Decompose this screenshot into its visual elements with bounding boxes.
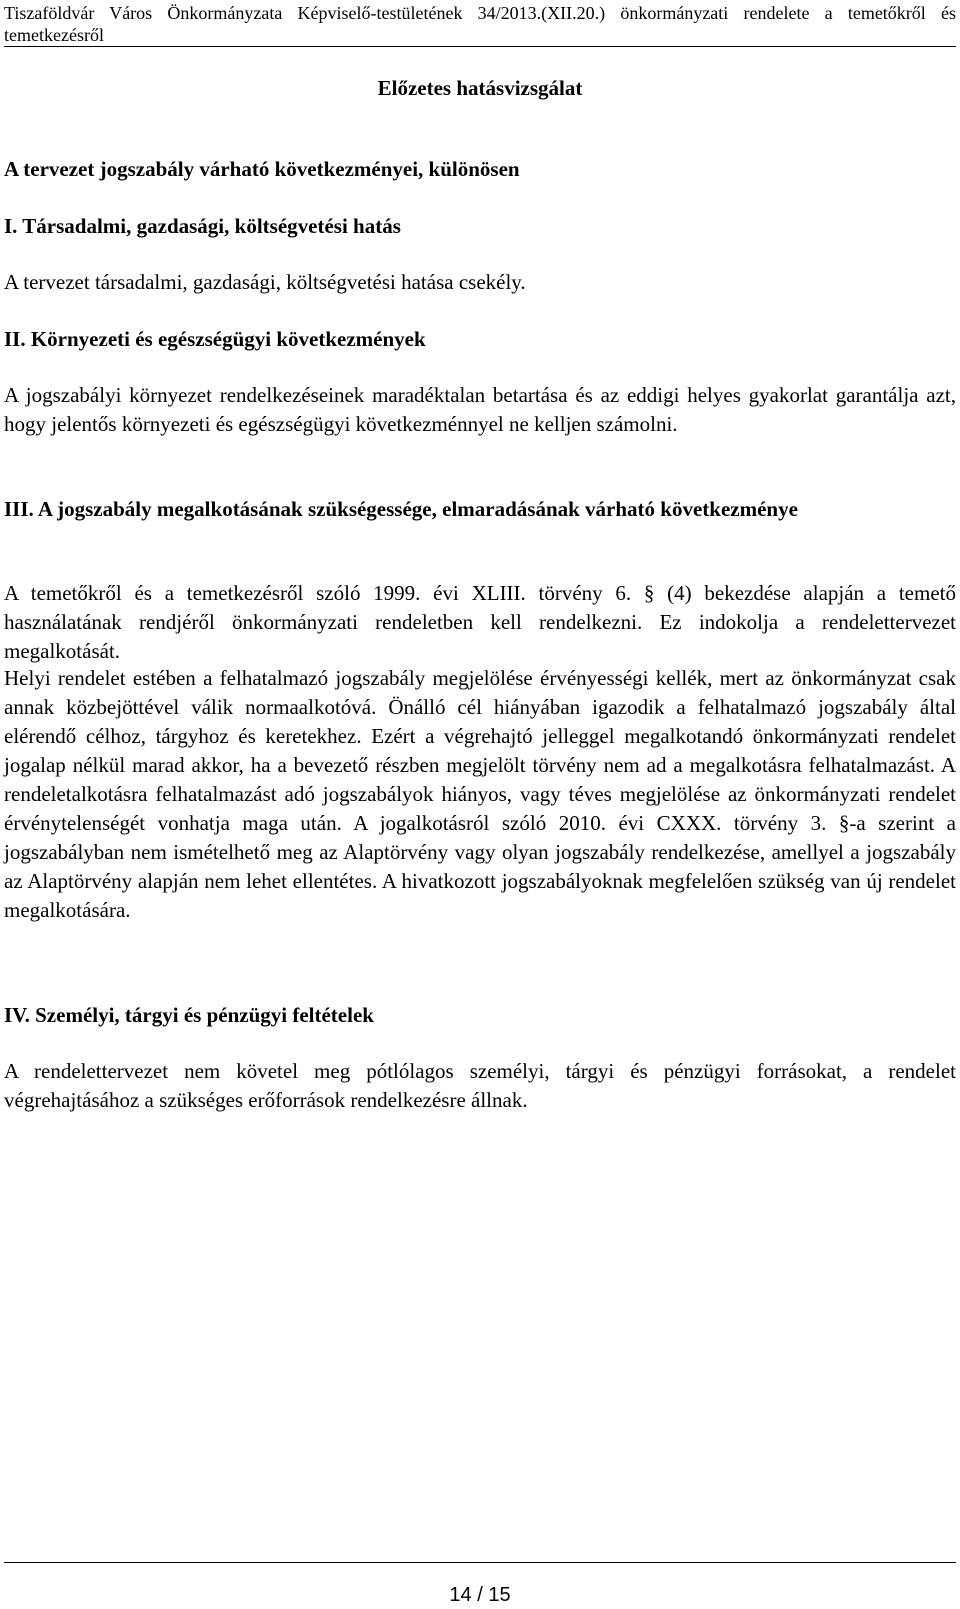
section-2-heading: II. Környezeti és egészségügyi következmények	[4, 327, 426, 351]
section-1-body: A tervezet társadalmi, gazdasági, költségvetési hatása csekély.	[4, 270, 526, 294]
footer-divider	[4, 1562, 956, 1563]
section-4-heading: IV. Személyi, tárgyi és pénzügyi feltételek	[4, 1003, 374, 1027]
section-3-heading: III. A jogszabály megalkotásának szükségessége, elmaradásának várható következménye	[4, 497, 798, 521]
intro-heading: A tervezet jogszabály várható következményei, különösen	[4, 157, 520, 181]
section-1-heading: I. Társadalmi, gazdasági, költségvetési hatás	[4, 214, 401, 238]
section-4-body: A rendelettervezet nem követel meg pótlólagos személyi, tárgyi és pénzügyi forrásokat, a rendelet végrehajtásához a szükséges erőforrások rendelkezésre állnak.	[4, 1059, 956, 1112]
page-number: 14 / 15	[449, 1584, 511, 1606]
document-header: Tiszaföldvár Város Önkormányzata Képviselő-testületének 34/2013.(XII.20.) önkormányzati rendelete a temetőkről és temetkezésről	[4, 3, 956, 45]
section-3-body-2: Helyi rendelet estében a felhatalmazó jogszabály megjelölése érvényességi kellék, mert az önkormányzat csak annak közbejöttével válik normaalkotóvá. Önálló cél hiányában igazodik a felhatalmazó jogszabály által elérendő célhoz, tárgyhoz és keretekhez. Ezért a végrehajtó jelleggel megalkotandó önkormányzati rendelet jogalap nélkül marad akkor, ha a bevezető részben megjelölt törvény nem ad a megalkotásra felhatalmazást. A rendeletalkotásra felhatalmazást adó jogszabályok hiányos, vagy téves megjelölése az önkormányzati rendelet érvénytelenségét vonhatja maga után. A jogalkotásról szóló 2010. évi CXXX. törvény 3. §-a szerint a jogszabályban nem ismételhető meg az Alaptörvény vagy olyan jogszabály rendelkezése, amellyel a jogszabály az Alaptörvény alapján nem lehet ellentétes. A hivatkozott jogszabályoknak megfelelően szükség van új rendelet megalkotására.	[4, 666, 956, 922]
section-2-body: A jogszabályi környezet rendelkezéseinek maradéktalan betartása és az eddigi helyes gyakorlat garantálja azt, hogy jelentős környezeti és egészségügyi következménnyel ne kelljen számolni.	[4, 383, 956, 436]
document-title: Előzetes hatásvizsgálat	[377, 76, 583, 100]
section-3-body-1: A temetőkről és a temetkezésről szóló 1999. évi XLIII. törvény 6. § (4) bekezdése alapján a temető használatának rendjéről önkormányzati rendeletben kell rendelkezni. Ez indokolja a rendelettervezet megalkotását.	[4, 581, 956, 663]
header-divider	[4, 46, 956, 47]
